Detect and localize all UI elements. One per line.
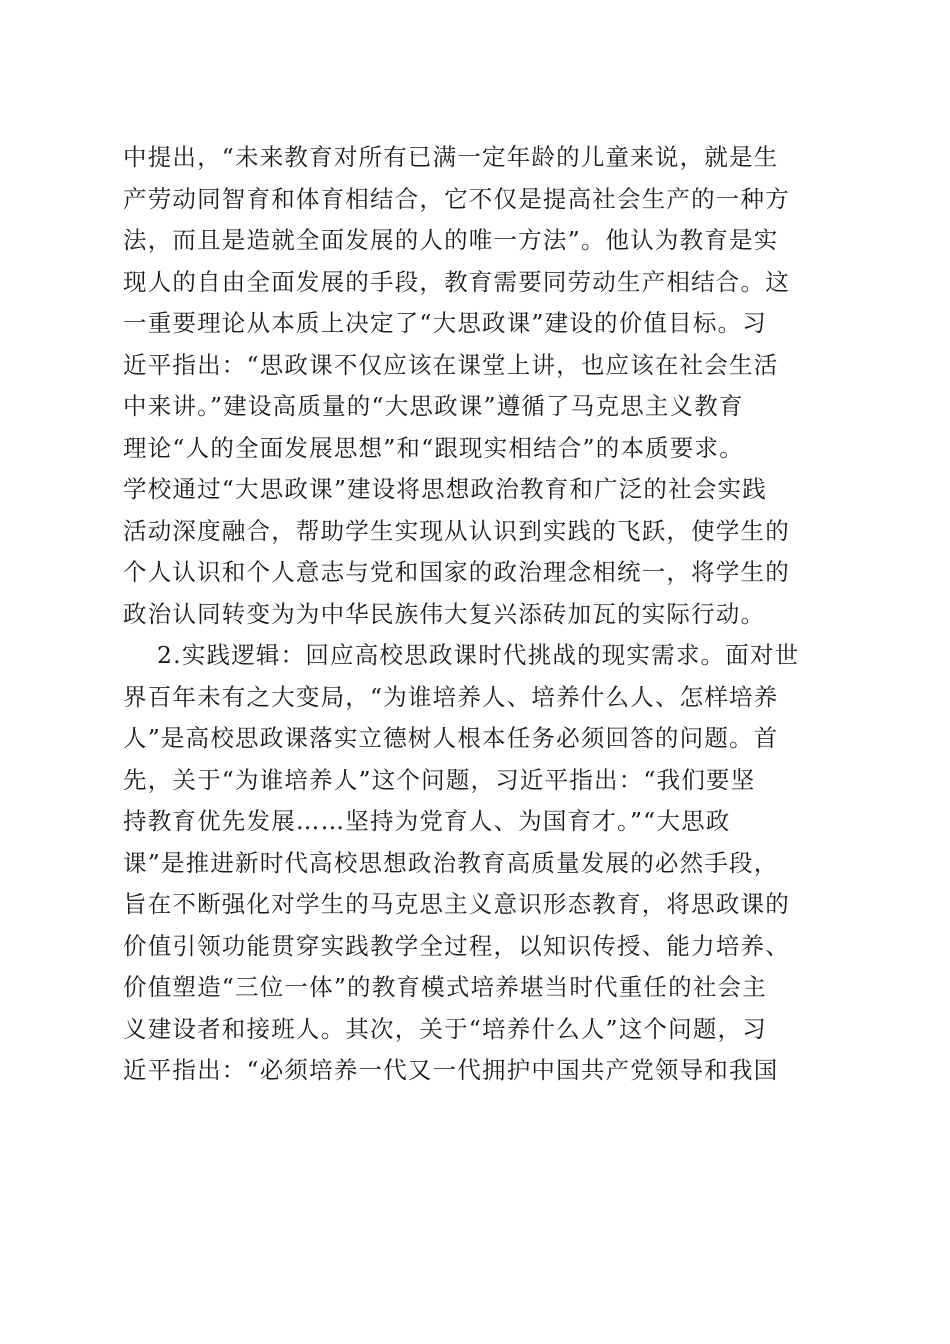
section-heading-line: 2.实践逻辑：回应高校思政课时代挑战的现实需求。面对世 — [157, 641, 800, 669]
body-text — [123, 137, 843, 1092]
text-line: 义建设者和接班人。其次，关于“培养什么人”这个问题，习 — [123, 1014, 767, 1043]
text-line: 中提出，“未来教育对所有已满一定年龄的儿童来说，就是生 — [123, 143, 779, 171]
text-line: 价值引领功能贯穿实践教学全过程，以知识传授、能力培养、 — [123, 931, 790, 960]
text-line: 学校通过“大思政课”建设将思想政治教育和广泛的社会实践 — [123, 475, 767, 503]
text-line: 先，关于“为谁培养人”这个问题，习近平指出：“我们要坚 — [123, 765, 756, 794]
text-line: 法，而且是造就全面发展的人的唯一方法”。他认为教育是实 — [123, 226, 779, 254]
text-line: 人”是高校思政课落实立德树人根本任务必须回答的问题。首 — [123, 724, 779, 752]
text-line: 一重要理论从本质上决定了“大思政课”建设的价值目标。习 — [123, 309, 767, 337]
text-line: 近平指出：“必须培养一代又一代拥护中国共产党领导和我国 — [123, 1056, 779, 1084]
text-line: 理论“人的全面发展思想”和“跟现实相结合”的本质要求。 — [123, 433, 744, 462]
text-line: 旨在不断强化对学生的马克思主义意识形态教育，将思政课的 — [123, 890, 790, 918]
text-line: 活动深度融合，帮助学生实现从认识到实践的飞跃，使学生的 — [123, 516, 790, 545]
text-line: 价值塑造“三位一体”的教育模式培养堪当时代重任的社会主 — [123, 973, 767, 1001]
text-line: 个人认识和个人意志与党和国家的政治理念相统一，将学生的 — [123, 558, 790, 586]
text-line: 政治认同转变为为中华民族伟大复兴添砖加瓦的实际行动。 — [123, 599, 766, 628]
text-line: 课”是推进新时代高校思想政治教育高质量发展的必然手段， — [123, 848, 779, 877]
text-line: 产劳动同智育和体育相结合，它不仅是提高社会生产的一种方 — [123, 184, 790, 213]
text-line: 持教育优先发展……坚持为党育人、为国育才。”“大思政 — [123, 807, 731, 835]
text-line: 中来讲。”建设高质量的“大思政课”遵循了马克思主义教育 — [123, 392, 744, 420]
text-line: 界百年未有之大变局，“为谁培养人、培养什么人、怎样培养 — [123, 682, 779, 711]
text-line: 近平指出：“思政课不仅应该在课堂上讲，也应该在社会生活 — [123, 350, 779, 379]
text-line: 现人的自由全面发展的手段，教育需要同劳动生产相结合。这 — [123, 267, 790, 296]
